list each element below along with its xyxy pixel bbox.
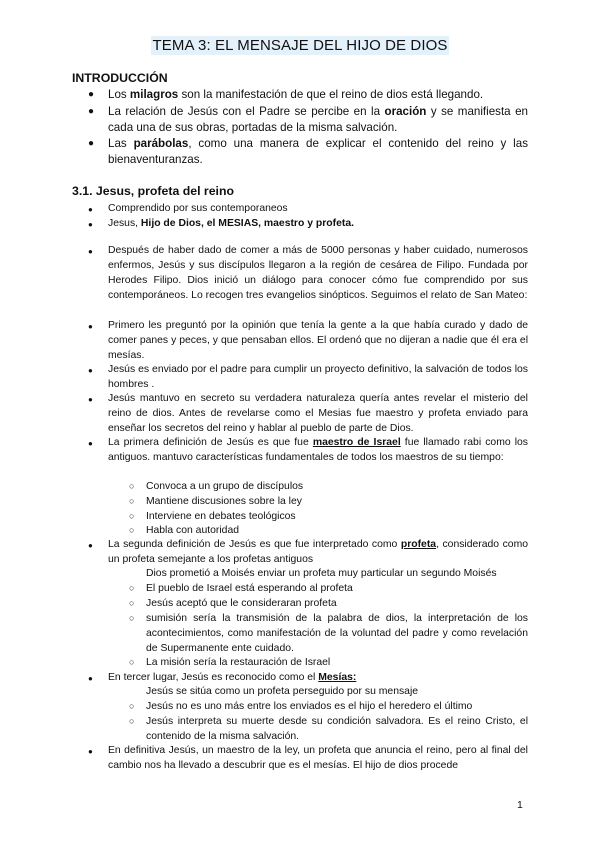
paragraph-4: ● Jesús mantuvo en secreto su verdadera naturaleza quería antes revelar el misterio del reino de dios. Antes de revelarse como el Mesias fue maestro y profeta enviado para enseñar los secretos del reino y hablar al pueblo de parte de Dios. [88,393,528,434]
circle-bullet-icon: ○ [129,525,135,535]
sub-item: ○ La misión sería la restauración de Israel [129,657,331,668]
bullet-icon: ● [88,747,93,756]
paragraph-5: ● La primera definición de Jesús es que fue maestro de Israel fue llamado rabi como los antiguos. mantuvo características fundamentales de todos los maestros de su tiempo: [88,437,528,463]
paragraph-8: ● En definitiva Jesús, un maestro de la ley, un profeta que anuncia el reino, pero al final del cambio nos ha llevado a descubrir que es el mesías. El hijo de dios procede [88,745,528,771]
bullet-icon: ● [88,674,93,683]
sub-item: ○ sumisión sería la transmisión de la palabra de dios, la interpretación de los acontecimientos, como manifestación de la voluntad del padre y como revelación de Supermanente ente cuidado. [129,613,528,654]
intro-bullet-1: ● Los milagros son la manifestación de que el reino de dios está llegando. [88,88,484,101]
sub-item: ○ Convoca a un grupo de discípulos [129,481,304,492]
circle-bullet-icon: ○ [129,583,135,593]
page-number: 1 [517,799,523,811]
bullet-icon: ● [88,366,93,375]
paragraph-3: ● Jesús es enviado por el padre para cumplir un proyecto definitivo, la salvación de todos los hombres . [88,364,528,390]
paragraph-2: ● Primero les preguntó por la opinión que tenía la gente a la que había curado y dado de comer panes y peces, y que pensaban ellos. El ordenó que no dijeran a nadie que él era el mesías. [88,320,528,361]
bullet-icon: ● [88,247,93,256]
sub-item: ○ Interviene en debates teológicos [129,511,296,522]
section-bullet-2: ● Jesus, Hijo de Dios, el MESIAS, maestro y profeta. [108,216,528,231]
sub-item: ○ Jesús aceptó que le consideraran profeta [129,598,337,609]
circle-bullet-icon: ○ [129,496,135,506]
circle-bullet-icon: ○ [129,598,135,608]
intro-heading: INTRODUCCIÓN [72,71,168,85]
sub-item: ○ Habla con autoridad [129,525,240,536]
paragraph-7: ● En tercer lugar, Jesús es reconocido como el Mesías: [108,670,528,685]
circle-bullet-icon: ○ [129,657,135,667]
sub-item: ○ El pueblo de Israel está esperando al profeta [129,583,353,594]
bullet-icon: ● [88,138,95,149]
bullet-icon: ● [88,322,93,331]
sub-item: ○ Jesús no es uno más entre los enviados es el hijo el heredero el último [129,701,473,712]
intro-bullet-2: ● La relación de Jesús con el Padre se percibe en la oración y se manifiesta en cada una de sus obras, portadas de la misma salvación. [88,105,528,134]
circle-bullet-icon: ○ [129,511,135,521]
page-title: TEMA 3: EL MENSAJE DEL HIJO DE DIOS [152,37,448,54]
indented-line: Jesús se sitúa como un profeta perseguido por su mensaje [146,686,419,697]
bullet-icon: ● [88,439,93,448]
section-heading: 3.1. Jesus, profeta del reino [72,184,234,198]
section-bullet-1: ● Comprendido por sus contemporaneos [108,201,528,216]
bullet-icon: ● [88,205,93,214]
circle-bullet-icon: ○ [129,701,135,711]
circle-bullet-icon: ○ [129,716,135,726]
indented-line: Dios prometió a Moisés enviar un profeta muy particular un segundo Moisés [146,568,497,579]
circle-bullet-icon: ○ [129,613,135,623]
bullet-icon: ● [88,220,93,229]
paragraph-6: ● La segunda definición de Jesús es que fue interpretado como profeta, considerado como un profeta semejante a los profetas antiguos [88,539,529,565]
bullet-icon: ● [88,89,95,100]
paragraph-1: ● Después de haber dado de comer a más de 5000 personas y haber cuidado, numerosos enfermos, Jesús y sus discípulos llegaron a la región de cesárea de Filipo. Fundada por Herodes Filipo. Dios inició un diálogo para conocer cómo fue comprendido por sus contemporáneos. Lo recogen tres evangelios sinópticos. Seguimos el relato de San Mateo: [88,245,528,301]
bullet-icon: ● [88,395,93,404]
bullet-icon: ● [88,541,93,550]
sub-item: ○ Jesús interpreta su muerte desde su condición salvadora. Es el reino Cristo, el contenido de la misma salvación. [129,716,528,742]
bullet-icon: ● [88,106,95,117]
sub-item: ○ Mantiene discusiones sobre la ley [129,496,302,507]
intro-bullet-3: ● Las parábolas, como una manera de explicar el contenido del reino y las bienaventuranzas. [88,137,528,166]
circle-bullet-icon: ○ [129,481,135,491]
